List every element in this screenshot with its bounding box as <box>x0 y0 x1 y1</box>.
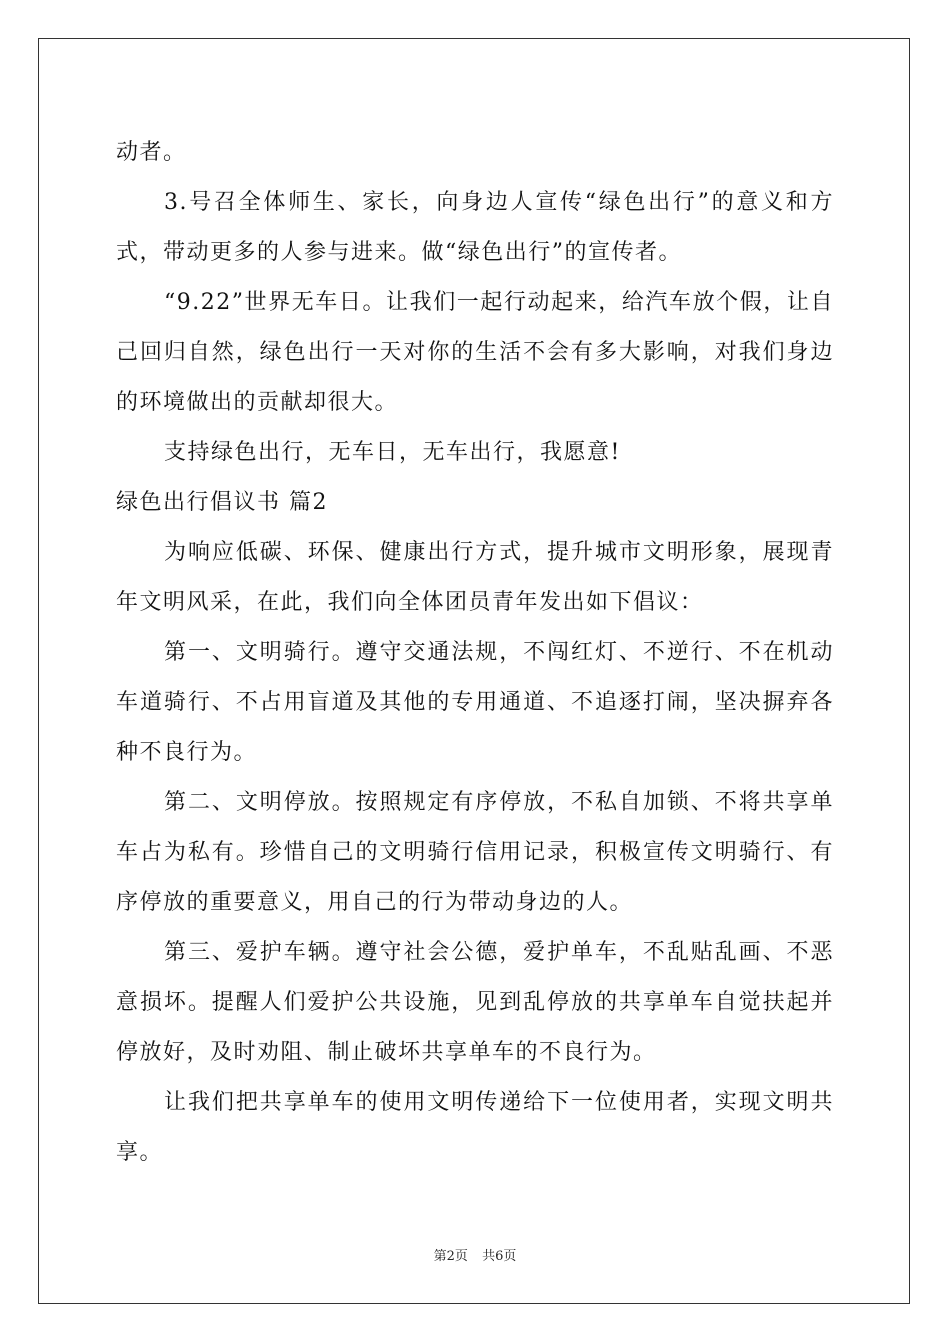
paragraph-continuation: 动者。 <box>116 140 187 165</box>
paragraph-item-3: 3.号召全体师生、家长，向身边人宣传“绿色出行”的意义和方式，带动更多的人参与进来。做“绿色出行”的宣传者。 <box>116 190 834 265</box>
paragraph-first: 第一、文明骑行。遵守交通法规，不闯红灯、不逆行、不在机动车道骑行、不占用盲道及其他的专用通道、不追逐打闹，坚决摒弃各种不良行为。 <box>116 640 834 765</box>
paragraph-third: 第三、爱护车辆。遵守社会公德，爱护单车，不乱贴乱画、不恶意损坏。提醒人们爱护公共设施，见到乱停放的共享单车自觉扶起并停放好，及时劝阻、制止破坏共享单车的不良行为。 <box>116 940 834 1065</box>
page-footer <box>0 1245 950 1264</box>
page-total: 共6页 <box>482 1249 517 1264</box>
page-number: 第2页 <box>433 1249 468 1264</box>
paragraph-support: 支持绿色出行，无车日，无车出行，我愿意! <box>164 440 621 465</box>
section-title: 绿色出行倡议书 篇2 <box>116 490 328 515</box>
paragraph-second: 第二、文明停放。按照规定有序停放，不私自加锁、不将共享单车占为私有。珍惜自己的文明骑行信用记录，积极宣传文明骑行、有序停放的重要意义，用自己的行为带动身边的人。 <box>116 790 834 915</box>
paragraph-closing: 让我们把共享单车的使用文明传递给下一位使用者，实现文明共享。 <box>116 1090 834 1165</box>
paragraph-car-free-day: “9.22”世界无车日。让我们一起行动起来，给汽车放个假，让自己回归自然，绿色出行一天对你的生活不会有多大影响，对我们身边的环境做出的贡献却很大。 <box>116 290 834 415</box>
document-body <box>116 128 834 1178</box>
paragraph-intro: 为响应低碳、环保、健康出行方式，提升城市文明形象，展现青年文明风采，在此，我们向全体团员青年发出如下倡议： <box>116 540 834 615</box>
